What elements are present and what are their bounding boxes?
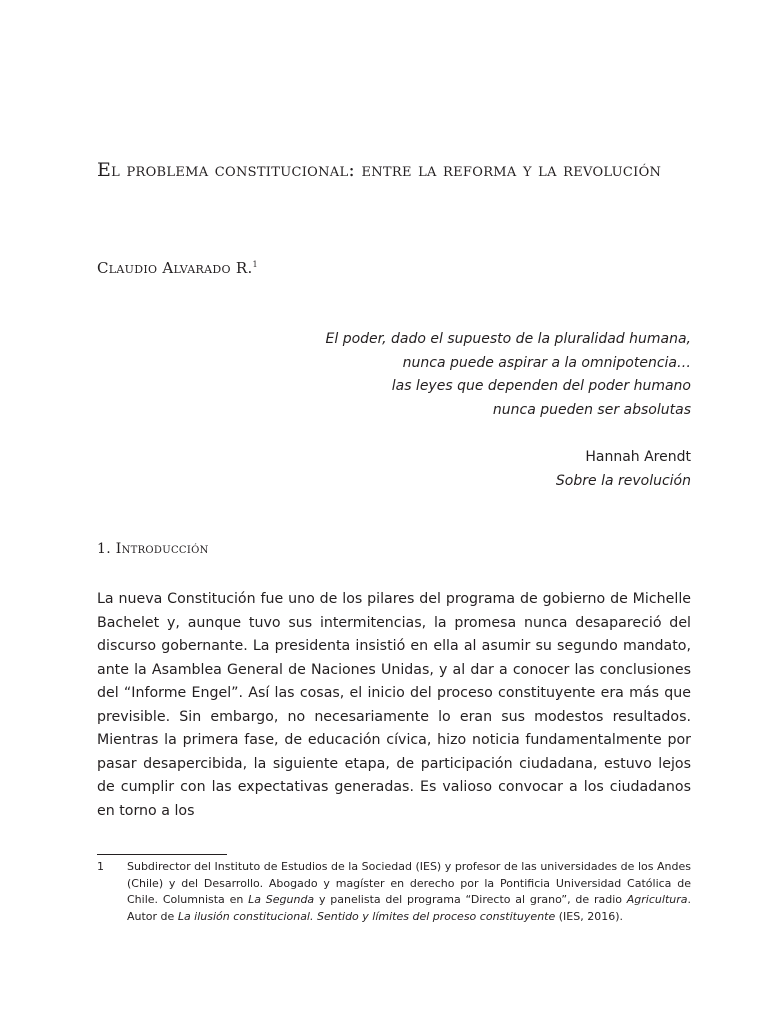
section-number: 1.: [97, 541, 111, 557]
footnote-text: [127, 859, 691, 925]
section-heading: [97, 541, 209, 557]
footnote-text-part: y panelista del programa “Directo al grano”, de radio: [314, 893, 627, 906]
author-name: Claudio Alvarado R.: [97, 259, 253, 277]
chapter-author: [97, 259, 258, 277]
chapter-title: El problema constitucional: entre la reforma y la revolución: [97, 159, 662, 181]
footnote-italic: La Segunda: [248, 893, 315, 906]
footnote-text-part: (IES, 2016).: [555, 909, 623, 923]
footnote-italic: Agricultura: [626, 893, 688, 906]
epigraph-author: Hannah Arendt: [585, 449, 691, 465]
document-page: [97, 0, 691, 1024]
footnote: [97, 859, 691, 925]
footnote-italic: La ilusión constitucional. Sentido y límites del proceso constituyente: [177, 909, 556, 923]
epigraph-line: las leyes que dependen del poder humano: [391, 378, 691, 394]
epigraph-work: Sobre la revolución: [555, 472, 691, 489]
epigraph: [271, 328, 691, 493]
footnote-text-part: Subdirector del Instituto de Estudios de la Sociedad (IES) y profesor de las universidades de los Andes (Chile) y del Desarrollo. Abogado y magíster en derecho por la Pontificia Universidad Católica de Chile. Columnista en: [127, 860, 691, 906]
author-footnote-marker[interactable]: 1: [252, 260, 258, 269]
body-paragraph: La nueva Constitución fue uno de los pilares del programa de gobierno de Michelle Bachelet y, aunque tuvo sus intermitencias, la promesa nunca desapareció del discurso gobernante. La presidenta insistió en ella al asumir su segundo mandato, ante la Asamblea General de Naciones Unidas, y al dar a conocer las conclusiones del “Informe Engel”. Así las cosas, el inicio del proceso constituyente era más que previsible. Sin embargo, no necesariamente lo eran sus modestos resultados. Mientras la primera fase, de educación cívica, hizo noticia fundamentalmente por pasar desapercibida, la siguiente etapa, de participación ciudadana, estuvo lejos de cumplir con las expectativas generadas. Es valioso convocar a los ciudadanos en torno a los: [97, 591, 691, 819]
epigraph-line: El poder, dado el supuesto de la pluralidad humana,: [325, 331, 691, 347]
epigraph-line: nunca puede aspirar a la omnipotencia…: [402, 354, 691, 371]
footnote-divider: [97, 854, 227, 855]
section-title: Introducción: [115, 541, 209, 557]
epigraph-line: nunca pueden ser absolutas: [492, 401, 691, 418]
footnote-text-part: . Autor de: [127, 893, 691, 923]
footnote-number: 1: [97, 860, 104, 873]
